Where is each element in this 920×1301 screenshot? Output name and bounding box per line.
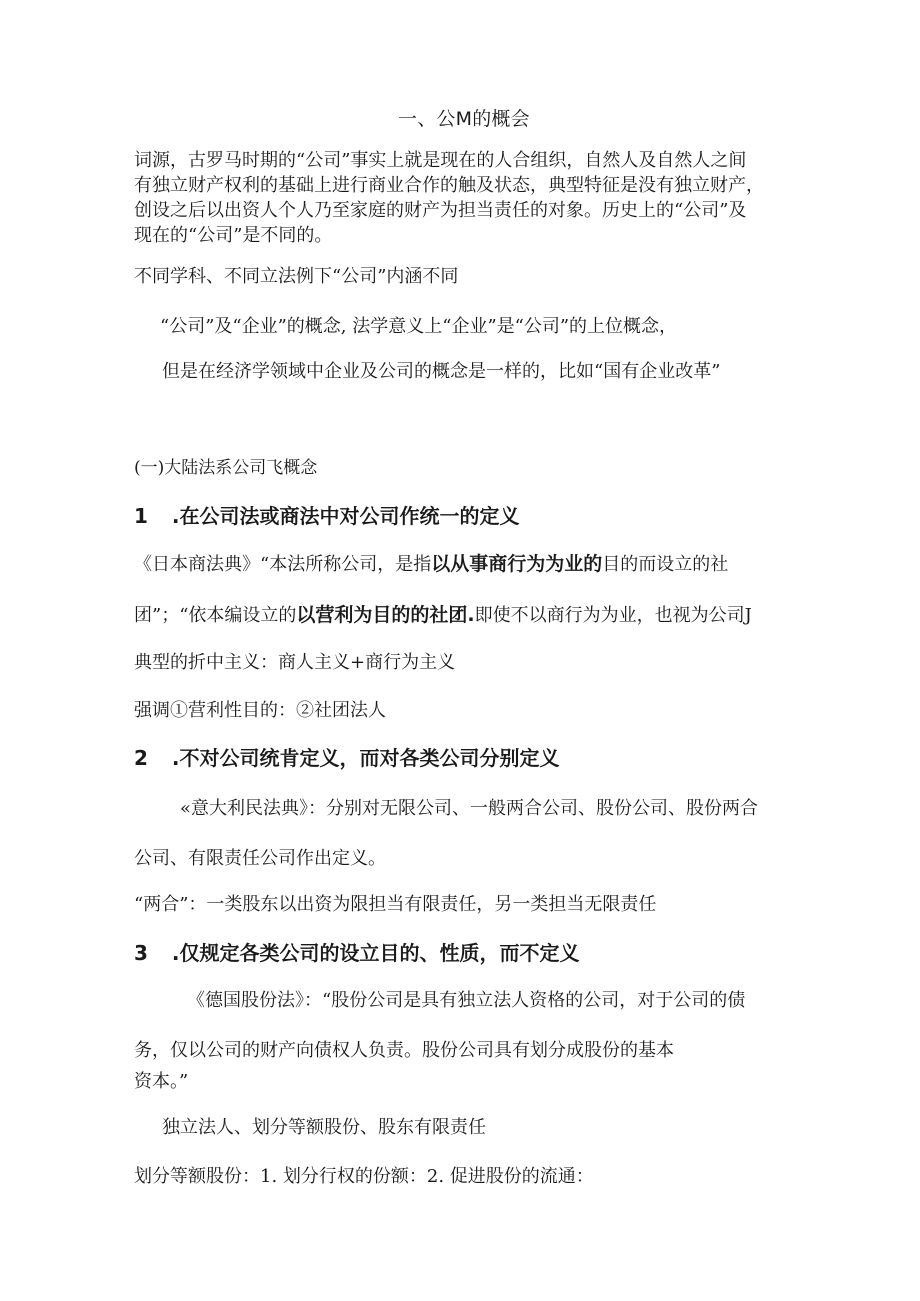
numbered-heading <box>134 503 519 529</box>
paragraph-line: 有独立财产权利的基础上进行商业合作的触及状态，典型特征是没有独立财产， <box>134 175 764 196</box>
paragraph-line <box>134 552 728 577</box>
heading-text: .在公司法或商法中对公司作统一的定义 <box>171 504 520 528</box>
heading-number: 2 <box>134 746 148 770</box>
heading-number: 3 <box>134 941 148 965</box>
emphasis-text: 以从事商行为为业的 <box>431 553 603 575</box>
paragraph-line: 现在的“公司”是不同的。 <box>134 225 333 246</box>
paragraph-line: “两合”：一类股东以出资为限担当有限责任，另一类担当无限责任 <box>134 894 657 915</box>
text-run: 团”；“依本编设立的 <box>134 605 297 626</box>
paragraph-line: 《德国股份法》：“股份公司是具有独立法人资格的公司，对于公司的债 <box>187 990 746 1011</box>
paragraph-line: 强调①营利性目的：②社团法人 <box>134 700 386 721</box>
paragraph-line: 但是在经济学领域中企业及公司的概念是一样的，比如“国有企业改革” <box>162 361 721 382</box>
paragraph-line: 划分等额股份：1. 划分行权的份额：2. 促进股份的流通： <box>134 1166 594 1187</box>
heading-text: .仅规定各类公司的设立目的、性质，而不定义 <box>171 941 580 965</box>
numbered-heading <box>134 940 579 966</box>
paragraph-line: 典型的折中主义：商人主义+商行为主义 <box>134 652 456 673</box>
text-run: 目的而设立的社 <box>602 554 729 575</box>
emphasis-text: 以营利为目的的社团. <box>296 604 475 626</box>
text-run: 即使不以商行为为业，也视为公司J <box>474 605 752 626</box>
heading-text: .不对公司统肯定义，而对各类公司分别定义 <box>171 746 560 770</box>
paragraph-line: 不同学科、不同立法例下“公司”内涵不同 <box>134 266 459 287</box>
paragraph-line: 公司、有限责任公司作出定义。 <box>134 848 386 869</box>
heading-number: 1 <box>134 504 148 528</box>
paragraph-line: «意大利民法典》：分别对无限公司、一般两合公司、股份公司、股份两合 <box>180 798 759 819</box>
paragraph-line: “公司”及“企业”的概念, 法学意义上“企业”是“公司”的上位概念， <box>160 316 678 337</box>
paragraph-line: 创设之后以出资人个人乃至家庭的财产为担当责任的对象。历史上的“公司”及 <box>134 200 747 221</box>
text-run: 《日本商法典》“本法所称公司，是指 <box>134 554 432 575</box>
paragraph-line <box>134 603 752 628</box>
paragraph-line: 词源，古罗马时期的“公司”事实上就是现在的人合组织，自然人及自然人之间 <box>134 150 747 171</box>
subsection-heading: (一)大陆法系公司飞概念 <box>134 458 318 478</box>
paragraph-line: 资本。” <box>134 1071 189 1092</box>
paragraph-line: 独立法人、划分等额股份、股东有限责任 <box>162 1117 486 1138</box>
paragraph-line: 务，仅以公司的财产向债权人负责。股份公司具有划分成股份的基本 <box>134 1040 674 1061</box>
numbered-heading <box>134 745 559 771</box>
section-title: 一、公M的概会 <box>398 108 530 130</box>
